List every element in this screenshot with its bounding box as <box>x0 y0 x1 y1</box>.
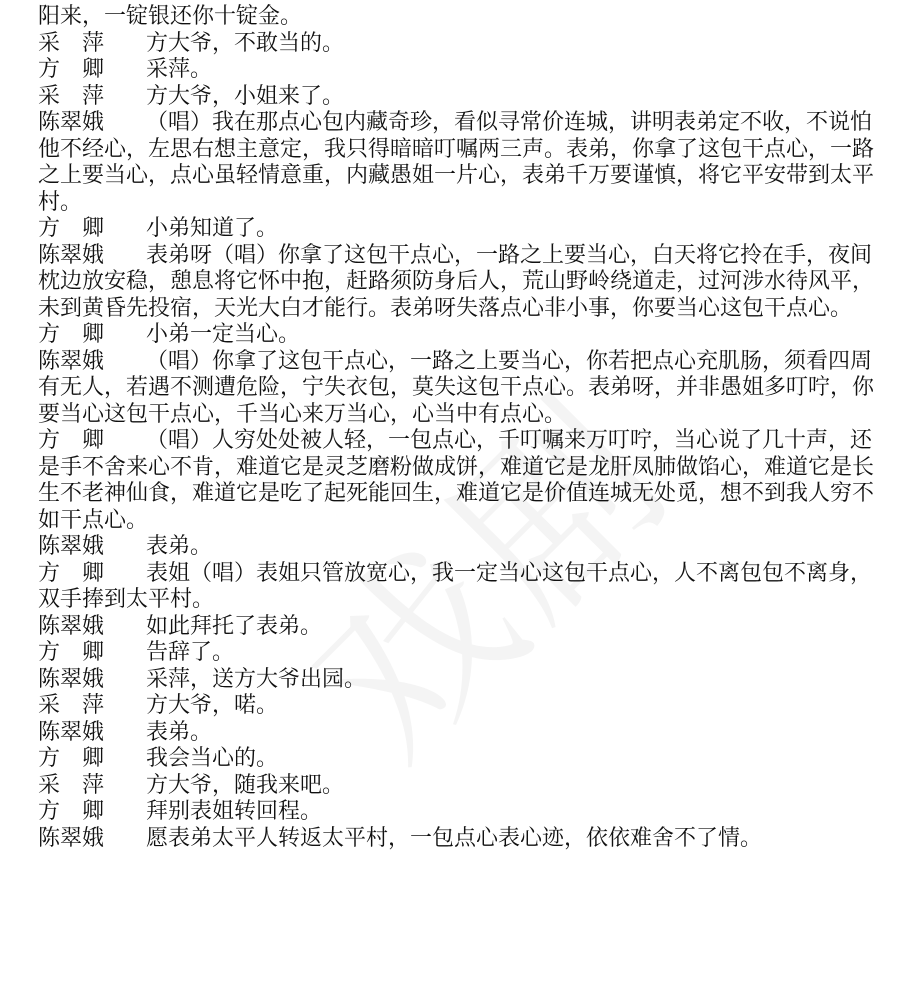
dialogue-text: 方大爷，不敢当的。 <box>146 30 345 56</box>
dialogue-text: 小弟知道了。 <box>146 216 279 241</box>
dialogue-text: 表姐（唱）表姐只管放宽心，我一定当心这包干点心，人不离包包不离身，双手捧到太平村。 <box>38 560 873 612</box>
dialogue-line <box>38 561 878 614</box>
dialogue-line <box>38 322 878 349</box>
dialogue-line <box>38 614 878 641</box>
dialogue-line <box>38 826 878 853</box>
speaker-name: 采 萍 <box>38 83 105 109</box>
dialogue-text: （唱）你拿了这包干点心，一路之上要当心，你若把点心充肌肠，须看四周有无人，若遇不测遭危险，宁失衣包，莫失这包干点心。表弟呀，并非愚姐多叮咛，你要当心这包干点心，千当心来万当心，心当中有点心。 <box>38 348 875 427</box>
speaker-name: 方 卿 <box>38 57 105 82</box>
dialogue-text: （唱）我在那点心包内藏奇珍，看似寻常价连城，讲明表弟定不收，不说怕他不经心，左思右想主意定，我只得暗暗叮嘱两三声。表弟，你拿了这包干点心，一路之上要当心，点心虽轻情意重，内藏愚姐一片心，表弟千万要谨慎，将它平安带到太平村。 <box>38 110 875 215</box>
speaker-name: 方 卿 <box>38 640 105 665</box>
dialogue-text: 拜别表姐转回程。 <box>146 799 323 824</box>
dialogue-text: 采萍。 <box>146 57 213 82</box>
dialogue-text: 方大爷，喏。 <box>146 693 279 718</box>
speaker-name: 陈翠娥 <box>38 666 105 692</box>
dialogue-text: 告辞了。 <box>146 640 235 665</box>
dialogue-line <box>38 667 878 694</box>
dialogue-text: 小弟一定当心。 <box>146 322 301 347</box>
dialogue-line <box>38 57 878 84</box>
speaker-name: 方 卿 <box>38 746 105 771</box>
dialogue-text: （唱）人穷处处被人轻，一包点心，千叮嘱来万叮咛，当心说了几十声，还是手不舍来心不肯，难道它是灵芝磨粉做成饼，难道它是龙肝凤肺做馅心，难道它是长生不老神仙食，难道它是吃了起死能回生，难道它是价值连城无处觅，想不到我人穷不如干点心。 <box>38 428 875 533</box>
dialogue-line <box>38 110 878 216</box>
dialogue-text: 方大爷，随我来吧。 <box>146 772 345 798</box>
speaker-name: 陈翠娥 <box>38 825 105 851</box>
speaker-name: 采 萍 <box>38 693 105 718</box>
speaker-name: 陈翠娥 <box>38 110 105 135</box>
speaker-name: 陈翠娥 <box>38 348 105 374</box>
dialogue-text: 我会当心的。 <box>146 746 279 771</box>
speaker-name: 陈翠娥 <box>38 534 105 559</box>
dialogue-line <box>38 428 878 534</box>
speaker-name: 方 卿 <box>38 560 105 586</box>
dialogue-line <box>38 640 878 667</box>
script-text <box>38 4 878 852</box>
dialogue-text: 阳来，一锭银还你十锭金。 <box>38 4 303 29</box>
dialogue-line <box>38 799 878 826</box>
dialogue-line <box>38 693 878 720</box>
dialogue-line <box>38 4 878 31</box>
dialogue-line <box>38 84 878 111</box>
dialogue-text: 方大爷，小姐来了。 <box>146 83 345 109</box>
dialogue-text: 表弟呀（唱）你拿了这包干点心，一路之上要当心，白天将它拎在手，夜间枕边放安稳，憩息将它怀中抱，赶路须防身后人，荒山野岭绕道走，过河涉水待风平，未到黄昏先投宿，天光大白才能行。表弟呀失落点心非小事，你要当心这包干点心。 <box>38 242 875 321</box>
dialogue-line <box>38 216 878 243</box>
speaker-name: 方 卿 <box>38 322 105 347</box>
dialogue-line <box>38 720 878 747</box>
dialogue-text: 表弟。 <box>146 534 213 559</box>
speaker-name: 方 卿 <box>38 428 105 453</box>
dialogue-text: 表弟。 <box>146 719 213 745</box>
speaker-name: 方 卿 <box>38 799 105 824</box>
speaker-name: 方 卿 <box>38 216 105 241</box>
dialogue-text: 采萍，送方大爷出园。 <box>146 666 367 692</box>
dialogue-line <box>38 349 878 429</box>
dialogue-line <box>38 243 878 323</box>
speaker-name: 陈翠娥 <box>38 242 105 268</box>
dialogue-line <box>38 31 878 58</box>
speaker-name: 陈翠娥 <box>38 719 105 745</box>
dialogue-text: 愿表弟太平人转返太平村，一包点心表心迹，依依难舍不了情。 <box>146 825 763 851</box>
speaker-name: 陈翠娥 <box>38 613 105 639</box>
dialogue-line <box>38 534 878 561</box>
dialogue-text: 如此拜托了表弟。 <box>146 613 323 639</box>
speaker-name: 采 萍 <box>38 30 105 56</box>
dialogue-line <box>38 746 878 773</box>
speaker-name: 采 萍 <box>38 772 105 798</box>
dialogue-line <box>38 773 878 800</box>
